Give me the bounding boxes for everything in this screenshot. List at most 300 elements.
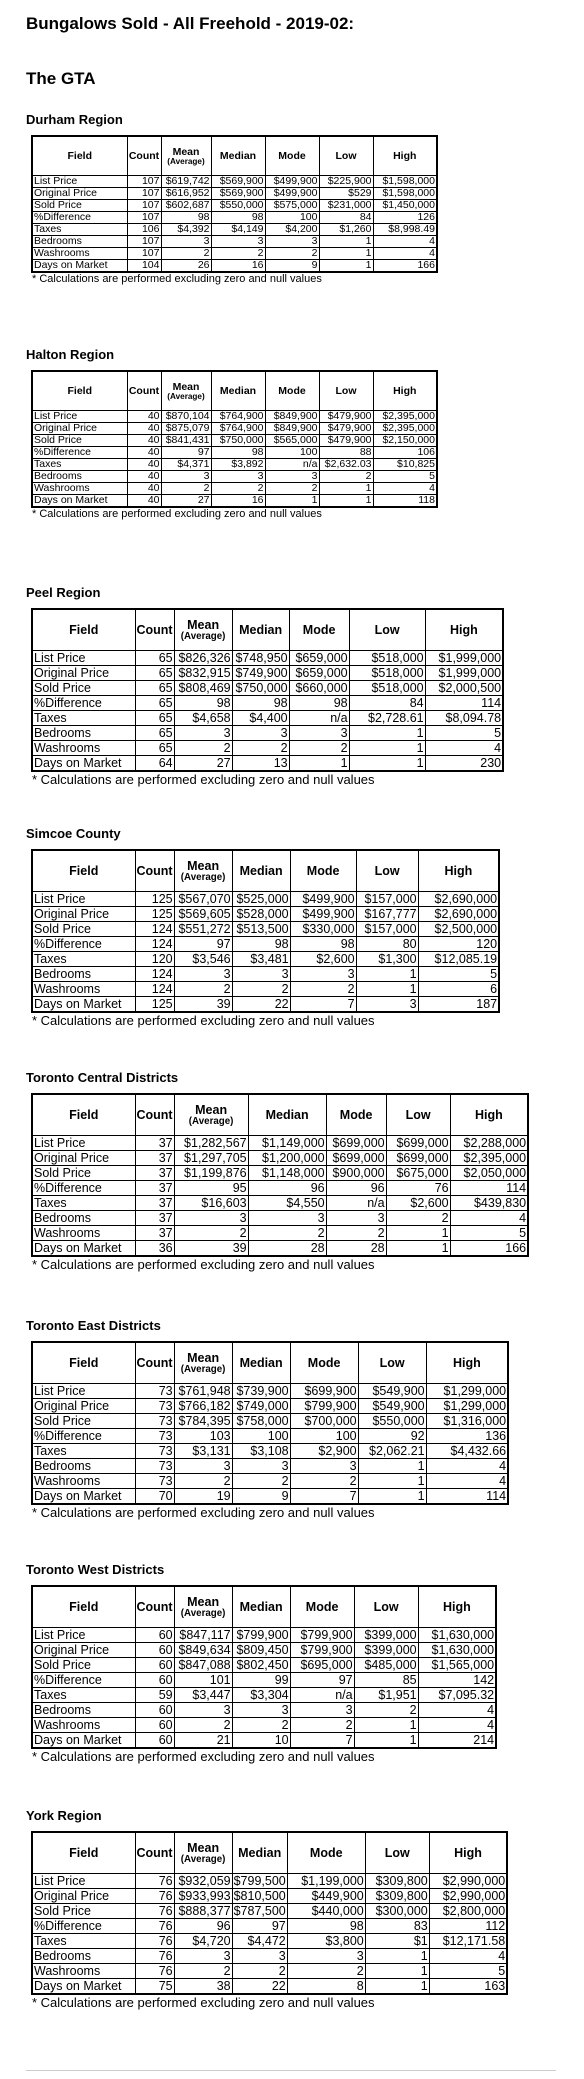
cell-mean: 19 — [174, 1489, 232, 1505]
cell-mean: 2 — [161, 248, 211, 260]
cell-mode: 1 — [289, 756, 349, 772]
cell-count: 120 — [135, 952, 174, 967]
cell-low: 2 — [386, 1211, 450, 1226]
column-header-median: Median — [248, 1094, 326, 1136]
table-row — [32, 1658, 496, 1673]
column-header-low: Low — [354, 1586, 418, 1628]
column-header-mode: Mode — [326, 1094, 386, 1136]
cell-high: $2,990,000 — [429, 1874, 507, 1889]
cell-mean: $567,070 — [174, 892, 232, 907]
table-row — [32, 1889, 507, 1904]
cell-count: 60 — [135, 1628, 174, 1643]
column-header-field: Field — [32, 136, 127, 176]
cell-median: 2 — [232, 1718, 290, 1733]
table-row — [32, 495, 437, 508]
cell-count: 65 — [135, 726, 174, 741]
cell-mean: 27 — [174, 756, 232, 772]
cell-count: 60 — [135, 1658, 174, 1673]
row-label: List Price — [32, 1384, 135, 1399]
cell-mean: 3 — [174, 1459, 232, 1474]
row-label: %Difference — [32, 1673, 135, 1688]
cell-median: $4,400 — [232, 711, 289, 726]
cell-low: $2,632.03 — [319, 459, 373, 471]
header-row — [32, 136, 437, 176]
column-header-mean-label: Mean — [172, 145, 200, 158]
column-header-field: Field — [32, 850, 135, 892]
cell-count: 75 — [135, 1979, 174, 1995]
column-header-high: High — [425, 609, 503, 651]
cell-low: 1 — [319, 260, 373, 273]
column-header-mean — [174, 1342, 232, 1384]
cell-mean: $569,605 — [174, 907, 232, 922]
stats-table — [31, 1093, 529, 1257]
cell-high: 4 — [373, 248, 437, 260]
column-header-high: High — [373, 371, 437, 411]
table-row — [32, 1673, 496, 1688]
row-label: Original Price — [32, 188, 127, 200]
cell-mode: $799,900 — [290, 1643, 354, 1658]
cell-mean: $3,546 — [174, 952, 232, 967]
row-label: Washrooms — [32, 483, 127, 495]
cell-median: $787,500 — [233, 1904, 286, 1918]
cell-low: $675,000 — [386, 1166, 450, 1181]
cell-mode: $700,000 — [290, 1414, 358, 1429]
row-label: List Price — [32, 1628, 135, 1643]
cell-mode: $440,000 — [287, 1904, 365, 1919]
cell-high: 5 — [418, 967, 499, 982]
column-header-mode: Mode — [265, 136, 319, 176]
column-header-field: Field — [32, 1832, 135, 1874]
cell-high: $2,395,000 — [373, 411, 437, 423]
cell-mode: $499,900 — [265, 188, 319, 200]
cell-high: $2,990,000 — [429, 1889, 507, 1904]
cell-low: 1 — [386, 1241, 450, 1257]
cell-mode: 2 — [265, 483, 319, 495]
cell-low: $518,000 — [349, 651, 425, 666]
cell-high: 5 — [450, 1226, 528, 1241]
cell-high: $1,450,000 — [373, 200, 437, 212]
row-label: Washrooms — [32, 982, 135, 997]
cell-high: 166 — [373, 260, 437, 273]
cell-mode: $3,800 — [287, 1934, 365, 1949]
region-title: Peel Region — [26, 585, 101, 600]
row-label: Sold Price — [32, 200, 127, 212]
cell-low: $1,300 — [356, 952, 418, 967]
cell-mode: $499,900 — [290, 907, 356, 922]
cell-mean: $933,993 — [174, 1889, 232, 1904]
row-label: %Difference — [32, 1429, 135, 1444]
cell-high: 5 — [425, 726, 503, 741]
cell-high: $7,095.32 — [418, 1688, 496, 1703]
column-header-low: Low — [356, 850, 418, 892]
cell-count: 40 — [127, 447, 161, 459]
column-header-count: Count — [135, 1342, 174, 1384]
cell-mean: 2 — [161, 483, 211, 495]
cell-count: 65 — [135, 651, 174, 666]
region-toronto-west — [26, 1562, 497, 1764]
table-row — [32, 435, 437, 447]
column-header-mean-sublabel: (Average) — [180, 1607, 226, 1619]
cell-low: $518,000 — [349, 666, 425, 681]
cell-count: 40 — [127, 495, 161, 508]
cell-mean: 2 — [174, 982, 232, 997]
cell-count: 40 — [127, 423, 161, 435]
cell-mean: $619,742 — [161, 176, 211, 188]
cell-high: $2,690,000 — [418, 892, 499, 907]
cell-low: 1 — [356, 967, 418, 982]
cell-mean: 39 — [174, 1241, 248, 1257]
cell-mean: 39 — [174, 997, 232, 1013]
cell-median: $749,900 — [232, 666, 289, 681]
row-label: Original Price — [32, 1151, 135, 1166]
cell-median: $764,900 — [211, 411, 265, 423]
cell-mean: 3 — [174, 1703, 232, 1718]
row-label: Bedrooms — [32, 967, 135, 982]
row-label: Original Price — [32, 907, 135, 922]
cell-median: 2 — [232, 1964, 287, 1979]
cell-mode: $659,000 — [289, 651, 349, 666]
cell-count: 73 — [135, 1399, 174, 1414]
row-label: Sold Price — [32, 1166, 135, 1181]
cell-high: 4 — [426, 1474, 508, 1489]
footnote: * Calculations are performed excluding zero and null values — [32, 1013, 375, 1028]
table-row — [32, 982, 499, 997]
cell-low: $309,800 — [365, 1889, 429, 1904]
cell-mode: 2 — [290, 1474, 358, 1489]
region-toronto-central — [26, 1070, 529, 1272]
column-header-count: Count — [135, 609, 174, 651]
cell-mean: 38 — [174, 1979, 232, 1995]
cell-mode: 3 — [287, 1949, 365, 1964]
cell-mode: n/a — [290, 1688, 354, 1703]
cell-mean: $3,447 — [174, 1688, 232, 1703]
column-header-field: Field — [32, 609, 135, 651]
cell-low: $699,000 — [386, 1136, 450, 1151]
table-row — [32, 1688, 496, 1703]
cell-mode: n/a — [265, 459, 319, 471]
cell-high: 118 — [373, 495, 437, 508]
cell-median: 2 — [232, 741, 289, 756]
cell-count: 36 — [135, 1241, 174, 1257]
cell-median: 2 — [248, 1226, 326, 1241]
row-label: List Price — [32, 1874, 135, 1889]
table-row — [32, 892, 499, 907]
cell-mode: n/a — [289, 711, 349, 726]
cell-high: 4 — [418, 1718, 496, 1733]
cell-count: 124 — [135, 982, 174, 997]
cell-low: 1 — [356, 982, 418, 997]
cell-mean: $826,326 — [174, 651, 232, 666]
cell-count: 125 — [135, 892, 174, 907]
row-label: Sold Price — [32, 1658, 135, 1673]
row-label: Taxes — [32, 1934, 135, 1949]
cell-median: 2 — [232, 1474, 290, 1489]
cell-median: $809,450 — [232, 1643, 290, 1658]
cell-count: 40 — [127, 471, 161, 483]
cell-low: $399,000 — [354, 1628, 418, 1643]
cell-count: 37 — [135, 1136, 174, 1151]
table-row — [32, 967, 499, 982]
cell-mean: 103 — [174, 1429, 232, 1444]
cell-low: 76 — [386, 1181, 450, 1196]
divider — [26, 2070, 556, 2071]
cell-mean: $808,469 — [174, 681, 232, 696]
cell-count: 60 — [135, 1733, 174, 1749]
column-header-median: Median — [232, 850, 290, 892]
column-header-mean-sublabel: (Average) — [180, 1853, 226, 1865]
cell-median: $3,108 — [232, 1444, 290, 1459]
cell-low: 1 — [349, 726, 425, 741]
cell-count: 65 — [135, 741, 174, 756]
cell-mean: $870,104 — [161, 411, 211, 423]
cell-median: $799,900 — [232, 1628, 290, 1643]
cell-high: $2,690,000 — [418, 907, 499, 922]
table-row — [32, 1444, 508, 1459]
column-header-high: High — [426, 1342, 508, 1384]
cell-median: 3 — [232, 1949, 287, 1964]
cell-count: 73 — [135, 1444, 174, 1459]
cell-mean: 3 — [174, 726, 232, 741]
cell-median: $799,500 — [233, 1874, 286, 1888]
table-row — [32, 1718, 496, 1733]
table-row — [32, 1196, 528, 1211]
cell-median: $810,500 — [233, 1889, 286, 1903]
row-label: Taxes — [32, 1196, 135, 1211]
cell-low: $485,000 — [354, 1658, 418, 1673]
column-header-median: Median — [211, 371, 265, 411]
table-row — [32, 224, 437, 236]
cell-mode: $1,199,000 — [287, 1874, 365, 1889]
row-label: Washrooms — [32, 1964, 135, 1979]
cell-high: $1,598,000 — [373, 188, 437, 200]
row-label: Bedrooms — [32, 1703, 135, 1718]
row-label: Taxes — [32, 711, 135, 726]
cell-median: 98 — [232, 937, 290, 952]
cell-high: $2,288,000 — [450, 1136, 528, 1151]
cell-count: 76 — [135, 1964, 174, 1979]
column-header-median: Median — [232, 609, 289, 651]
column-header-mean — [174, 850, 232, 892]
cell-high: $2,395,000 — [373, 423, 437, 435]
cell-high: 6 — [418, 982, 499, 997]
cell-low: $309,800 — [365, 1874, 429, 1889]
cell-low: 84 — [349, 696, 425, 711]
cell-median: $4,472 — [232, 1934, 287, 1949]
cell-mean: $4,658 — [174, 711, 232, 726]
cell-high: 4 — [426, 1459, 508, 1474]
cell-low: 1 — [365, 1964, 429, 1979]
cell-mean: $841,431 — [161, 435, 211, 447]
cell-median: $1,149,000 — [248, 1136, 326, 1151]
cell-mode: 2 — [290, 982, 356, 997]
cell-low: $157,000 — [356, 922, 418, 937]
cell-high: $2,500,000 — [418, 922, 499, 937]
cell-median: $750,000 — [211, 435, 265, 447]
cell-low: 1 — [319, 483, 373, 495]
table-row — [32, 1241, 528, 1257]
column-header-high: High — [373, 136, 437, 176]
column-header-mean — [174, 609, 232, 651]
row-label: Washrooms — [32, 248, 127, 260]
cell-count: 65 — [135, 666, 174, 681]
table-row — [32, 1384, 508, 1399]
footnote: * Calculations are performed excluding zero and null values — [32, 1257, 375, 1272]
cell-count: 73 — [135, 1384, 174, 1399]
cell-mode: 3 — [326, 1211, 386, 1226]
cell-mean: $4,392 — [161, 224, 211, 236]
cell-low: 2 — [354, 1703, 418, 1718]
cell-low: 80 — [356, 937, 418, 952]
cell-high: $1,630,000 — [418, 1628, 496, 1643]
cell-high: $10,825 — [373, 459, 437, 471]
row-label: Sold Price — [32, 1414, 135, 1429]
cell-high: $2,395,000 — [450, 1151, 528, 1166]
cell-mean: $1,282,567 — [174, 1136, 248, 1151]
cell-low: $300,000 — [365, 1904, 429, 1919]
column-header-field: Field — [32, 371, 127, 411]
cell-low: 3 — [356, 997, 418, 1013]
cell-mode: 2 — [290, 1718, 354, 1733]
cell-median: 99 — [232, 1673, 290, 1688]
row-label: Original Price — [32, 666, 135, 681]
cell-high: $439,830 — [450, 1196, 528, 1211]
cell-median: $750,000 — [232, 681, 289, 696]
table-row — [32, 952, 499, 967]
cell-mean: 98 — [174, 696, 232, 711]
cell-count: 124 — [135, 922, 174, 937]
cell-high: 5 — [429, 1964, 507, 1979]
cell-low: 1 — [349, 756, 425, 772]
cell-median: 10 — [232, 1733, 290, 1749]
cell-median: 3 — [232, 726, 289, 741]
cell-high: $1,999,000 — [425, 666, 503, 681]
cell-count: 76 — [135, 1949, 174, 1964]
column-header-field: Field — [32, 1094, 135, 1136]
cell-low: 92 — [358, 1429, 426, 1444]
footnote: * Calculations are performed excluding zero and null values — [32, 772, 375, 787]
cell-median: 96 — [248, 1181, 326, 1196]
column-header-low: Low — [349, 609, 425, 651]
column-header-field: Field — [32, 1586, 135, 1628]
cell-mode: 8 — [287, 1979, 365, 1995]
cell-median: 97 — [232, 1919, 287, 1934]
region-york — [26, 1808, 508, 2010]
column-header-low: Low — [319, 371, 373, 411]
column-header-median: Median — [232, 1342, 290, 1384]
row-label: %Difference — [32, 696, 135, 711]
cell-low: $479,900 — [319, 411, 373, 423]
table-row — [32, 1904, 507, 1919]
cell-mean: $551,272 — [174, 922, 232, 937]
cell-low: 1 — [354, 1733, 418, 1749]
cell-high: 4 — [425, 741, 503, 756]
row-label: Bedrooms — [32, 1949, 135, 1964]
column-header-mean-sublabel: (Average) — [180, 871, 226, 883]
region-toronto-east — [26, 1318, 509, 1520]
row-label: Original Price — [32, 423, 127, 435]
cell-high: 4 — [450, 1211, 528, 1226]
table-row — [32, 907, 499, 922]
region-title: Durham Region — [26, 112, 123, 127]
header-row — [32, 1832, 507, 1874]
table-row — [32, 236, 437, 248]
cell-count: 73 — [135, 1474, 174, 1489]
table-row — [32, 260, 437, 273]
cell-mode: 100 — [265, 447, 319, 459]
cell-low: 1 — [319, 236, 373, 248]
cell-high: 166 — [450, 1241, 528, 1257]
cell-low: 2 — [319, 471, 373, 483]
cell-low: $518,000 — [349, 681, 425, 696]
cell-high: 120 — [418, 937, 499, 952]
cell-median: $802,450 — [232, 1658, 290, 1673]
region-durham — [26, 112, 438, 286]
table-row — [32, 666, 503, 681]
cell-mode: 3 — [290, 967, 356, 982]
cell-mode: 3 — [289, 726, 349, 741]
cell-count: 60 — [135, 1718, 174, 1733]
stats-table — [31, 370, 438, 508]
cell-count: 37 — [135, 1196, 174, 1211]
cell-mode: 97 — [290, 1673, 354, 1688]
row-label: %Difference — [32, 937, 135, 952]
cell-high: 136 — [426, 1429, 508, 1444]
row-label: Original Price — [32, 1399, 135, 1414]
region-peel — [26, 585, 504, 787]
cell-median: $1,200,000 — [248, 1151, 326, 1166]
row-label: List Price — [32, 176, 127, 188]
column-header-median: Median — [211, 136, 265, 176]
table-row — [32, 188, 437, 200]
cell-low: $157,000 — [356, 892, 418, 907]
cell-mean: 3 — [161, 236, 211, 248]
cell-mean: $4,720 — [174, 1934, 232, 1949]
cell-mean: 97 — [161, 447, 211, 459]
cell-high: 163 — [429, 1979, 507, 1995]
cell-count: 107 — [127, 188, 161, 200]
table-row — [32, 471, 437, 483]
cell-low: $231,000 — [319, 200, 373, 212]
cell-mode: $499,900 — [265, 176, 319, 188]
region-halton — [26, 347, 438, 521]
cell-count: 37 — [135, 1166, 174, 1181]
column-header-mean — [174, 1832, 232, 1874]
cell-count: 65 — [135, 696, 174, 711]
cell-high: $2,050,000 — [450, 1166, 528, 1181]
table-row — [32, 1151, 528, 1166]
cell-high: $2,800,000 — [429, 1904, 507, 1919]
table-row — [32, 1919, 507, 1934]
row-label: List Price — [32, 651, 135, 666]
table-row — [32, 423, 437, 435]
cell-count: 37 — [135, 1181, 174, 1196]
cell-mode: 2 — [289, 741, 349, 756]
table-row — [32, 922, 499, 937]
table-row — [32, 1226, 528, 1241]
column-header-count: Count — [135, 850, 174, 892]
cell-median: $4,149 — [211, 224, 265, 236]
cell-low: 85 — [354, 1673, 418, 1688]
column-header-field: Field — [32, 1342, 135, 1384]
row-label: %Difference — [32, 447, 127, 459]
cell-low: $549,900 — [358, 1399, 426, 1414]
cell-mode: $659,000 — [289, 666, 349, 681]
cell-median: $749,000 — [232, 1399, 290, 1414]
cell-low: 88 — [319, 447, 373, 459]
cell-count: 76 — [135, 1889, 174, 1904]
column-header-count: Count — [135, 1094, 174, 1136]
cell-low: 1 — [319, 248, 373, 260]
